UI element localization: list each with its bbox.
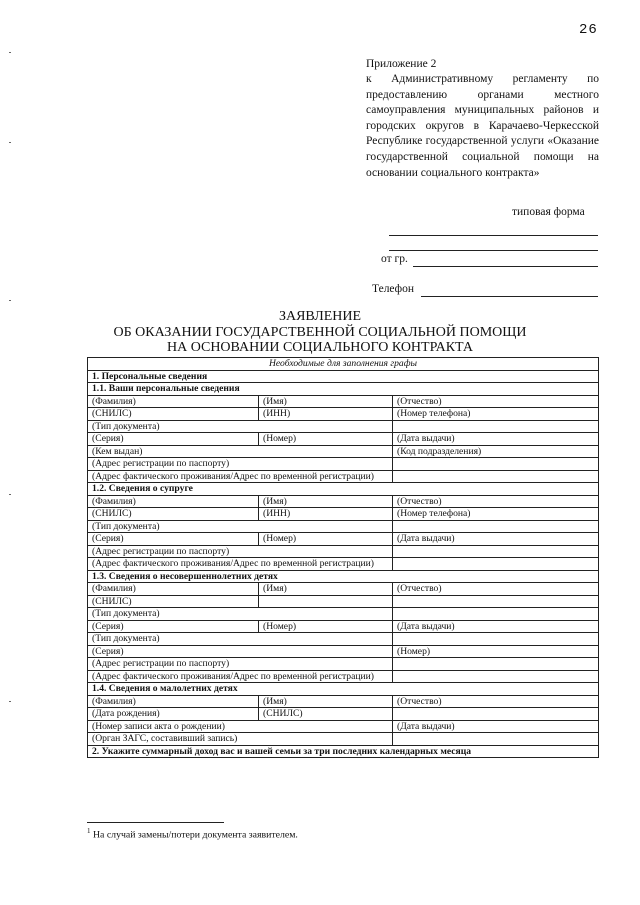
from-field[interactable] [413, 266, 598, 267]
margin-tick [9, 701, 11, 702]
empty-cell[interactable] [393, 420, 599, 433]
empty-cell[interactable] [393, 733, 599, 746]
minor-snils-field[interactable]: (СНИЛС) [88, 595, 259, 608]
issue-date-field[interactable]: (Дата выдачи) [393, 433, 599, 446]
minor-doc-type-field[interactable]: (Тип документа) [88, 608, 393, 621]
typical-form-label: типовая форма [512, 206, 585, 218]
section-heading: 1.4. Сведения о малолетних детях [88, 683, 599, 696]
spouse-doc-type-field[interactable]: (Тип документа) [88, 520, 393, 533]
minor-actual-address-field[interactable]: (Адрес фактического проживания/Адрес по временной регистрации) [88, 670, 393, 683]
surname-field[interactable]: (Фамилия) [88, 395, 259, 408]
child-name-field[interactable]: (Имя) [259, 695, 393, 708]
spouse-issue-date-field[interactable]: (Дата выдачи) [393, 533, 599, 546]
blank-line[interactable] [389, 250, 598, 251]
footnote-divider [87, 822, 224, 823]
phone-number-field[interactable]: (Номер телефона) [393, 408, 599, 421]
birth-record-field[interactable]: (Номер записи акта о рождении) [88, 720, 393, 733]
footnote-text: На случай замены/потери документа заявителем. [92, 829, 298, 841]
minor-name-field[interactable]: (Имя) [259, 583, 393, 596]
phone-label: Телефон [372, 283, 415, 295]
title-line: НА ОСНОВАНИИ СОЦИАЛЬНОГО КОНТРАКТА [166, 340, 474, 355]
zags-field[interactable]: (Орган ЗАГС, составивший запись) [88, 733, 393, 746]
footnote [87, 827, 298, 840]
patronymic-field[interactable]: (Отчество) [393, 395, 599, 408]
title-line: ЗАЯВЛЕНИЕ [278, 309, 362, 324]
margin-tick [9, 52, 11, 53]
doc-type-field[interactable]: (Тип документа) [88, 420, 393, 433]
document-title [0, 309, 640, 356]
margin-tick [9, 494, 11, 495]
empty-cell[interactable] [393, 670, 599, 683]
spouse-series-field[interactable]: (Серия) [88, 533, 259, 546]
appendix-title: Приложение 2 [366, 58, 437, 70]
minor-number-field-2[interactable]: (Номер) [393, 645, 599, 658]
spouse-phone-field[interactable]: (Номер телефона) [393, 508, 599, 521]
section-heading: 1.1. Ваши персональные сведения [88, 383, 599, 396]
issued-by-field[interactable]: (Кем выдан) [88, 445, 393, 458]
section-heading: 2. Укажите суммарный доход вас и вашей семьи за три последних календарных месяца [88, 745, 599, 758]
empty-cell[interactable] [393, 458, 599, 471]
spouse-inn-field[interactable]: (ИНН) [259, 508, 393, 521]
minor-surname-field[interactable]: (Фамилия) [88, 583, 259, 596]
spouse-actual-address-field[interactable]: (Адрес фактического проживания/Адрес по временной регистрации) [88, 558, 393, 571]
minor-patronymic-field[interactable]: (Отчество) [393, 583, 599, 596]
empty-cell[interactable] [393, 470, 599, 483]
footnote-mark: 1 [87, 827, 91, 835]
empty-cell[interactable] [393, 558, 599, 571]
child-snils-field[interactable]: (СНИЛС) [259, 708, 393, 721]
child-birth-date-field[interactable]: (Дата рождения) [88, 708, 259, 721]
snils-field[interactable]: (СНИЛС) [88, 408, 259, 421]
child-patronymic-field[interactable]: (Отчество) [393, 695, 599, 708]
spouse-name-field[interactable]: (Имя) [259, 495, 393, 508]
section-heading: 1.3. Сведения о несовершеннолетних детях [88, 570, 599, 583]
inn-field[interactable]: (ИНН) [259, 408, 393, 421]
section-heading: 1.2. Сведения о супруге [88, 483, 599, 496]
empty-cell[interactable] [259, 595, 393, 608]
application-form-table [87, 357, 599, 758]
margin-tick [9, 300, 11, 301]
series-field[interactable]: (Серия) [88, 433, 259, 446]
phone-field[interactable] [421, 296, 598, 297]
section-heading: 1. Персональные сведения [88, 370, 599, 383]
minor-series-field-2[interactable]: (Серия) [88, 645, 393, 658]
birth-record-issue-date-field[interactable]: (Дата выдачи) [393, 720, 599, 733]
spouse-surname-field[interactable]: (Фамилия) [88, 495, 259, 508]
blank-line[interactable] [389, 235, 598, 236]
appendix-body: к Административному регламенту по предоставлению органами местного самоуправления муниципальных районов и городских округов в Карачаево-Черкесской Республике государственной услуги «Оказание государственной социальной помощи на основании социального контракта» [366, 73, 599, 179]
empty-cell[interactable] [393, 520, 599, 533]
table-header: Необходимые для заполнения графы [88, 358, 599, 371]
actual-address-field[interactable]: (Адрес фактического проживания/Адрес по временной регистрации) [88, 470, 393, 483]
empty-cell[interactable] [393, 633, 599, 646]
empty-cell[interactable] [393, 595, 599, 608]
title-line: ОБ ОКАЗАНИИ ГОСУДАРСТВЕННОЙ СОЦИАЛЬНОЙ ПОМОЩИ [113, 324, 527, 340]
spouse-snils-field[interactable]: (СНИЛС) [88, 508, 259, 521]
number-field[interactable]: (Номер) [259, 433, 393, 446]
spouse-patronymic-field[interactable]: (Отчество) [393, 495, 599, 508]
child-surname-field[interactable]: (Фамилия) [88, 695, 259, 708]
page-number: 26 [579, 22, 598, 38]
minor-number-field[interactable]: (Номер) [259, 620, 393, 633]
from-label: от гр. [381, 253, 408, 265]
minor-issue-date-field[interactable]: (Дата выдачи) [393, 620, 599, 633]
division-code-field[interactable]: (Код подразделения) [393, 445, 599, 458]
empty-cell[interactable] [393, 708, 599, 721]
margin-tick [9, 142, 11, 143]
empty-cell[interactable] [393, 608, 599, 621]
spouse-number-field[interactable]: (Номер) [259, 533, 393, 546]
minor-series-field[interactable]: (Серия) [88, 620, 259, 633]
minor-doc-type-field-2[interactable]: (Тип документа) [88, 633, 393, 646]
reg-address-field[interactable]: (Адрес регистрации по паспорту) [88, 458, 393, 471]
empty-cell[interactable] [393, 658, 599, 671]
spouse-reg-address-field[interactable]: (Адрес регистрации по паспорту) [88, 545, 393, 558]
name-field[interactable]: (Имя) [259, 395, 393, 408]
empty-cell[interactable] [393, 545, 599, 558]
minor-reg-address-field[interactable]: (Адрес регистрации по паспорту) [88, 658, 393, 671]
